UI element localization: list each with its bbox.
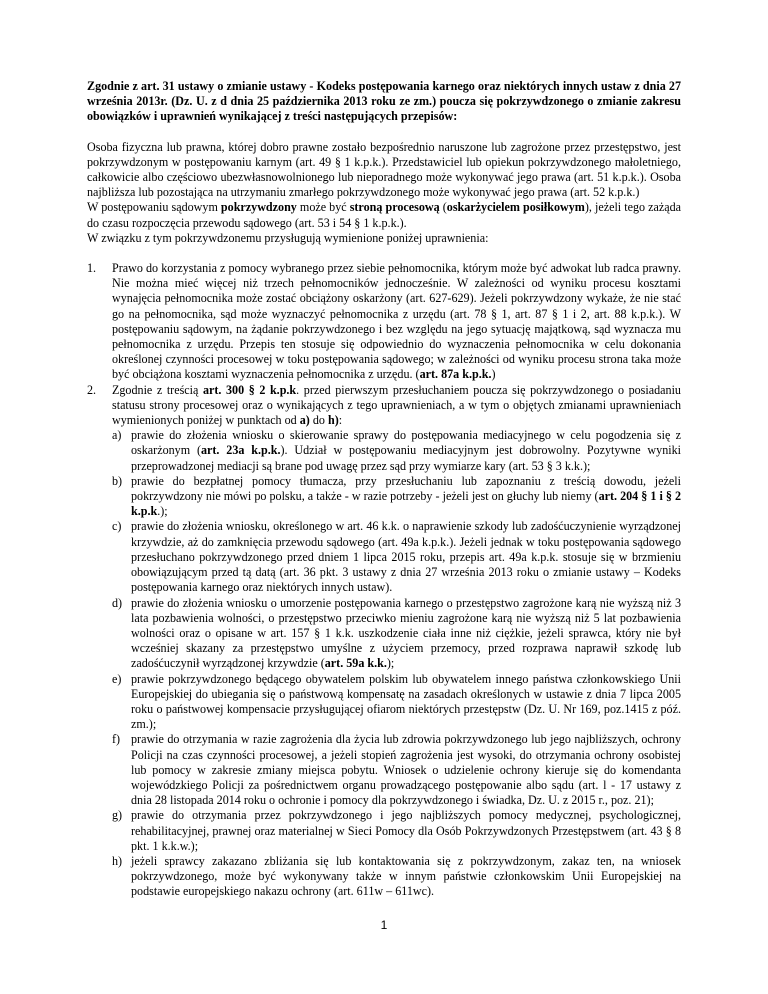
sub-item-text: prawie do złożenia wniosku o umorzenie postępowania karnego o przestępstwo zagrożone karą nie wyższą niż 3 lata pozbawienia wolności, o przestępstwo przeciwko mieniu zagrożone karą nie wyższą niż 5 lat pozbawienia wolności oraz o opisane w art. 157 § 1 k.k. uszkodzenie ciała inne niż ciężkie, jeżeli sprawca, który nie był wcześniej skazany za przestępstwo umyślne z użyciem przemocy, przed rozprawa naprawił szkodę lub zadośćuczynił wyrządzonej krzywdzie ( bbox=[131, 595, 681, 671]
item-bold-ref: art. 300 § 2 k.p.k bbox=[202, 382, 297, 397]
item-bold-ref: a) bbox=[299, 413, 310, 428]
intro-text: W postępowaniu sądowym bbox=[87, 200, 221, 215]
intro-text: może być bbox=[296, 200, 350, 215]
sub-item-letter: d) bbox=[112, 595, 123, 610]
sub-item-e bbox=[112, 672, 681, 733]
sub-item-letter: c) bbox=[112, 519, 122, 534]
document-heading: Zgodnie z art. 31 ustawy o zmianie ustawy - Kodeks postępowania karnego oraz niektórych innych ustaw z dnia 27 września 2013r. (Dz. U. z d dnia 25 października 2013 roku ze zm.) poucza się pokrzywdzonego o zmianie zakresu obowiązków i uprawnień wynikającej z treści następujących przepisów: bbox=[87, 79, 681, 124]
sub-item-letter: f) bbox=[112, 732, 121, 747]
intro-section bbox=[87, 140, 681, 246]
sub-item-text: prawie pokrzywdzonego będącego obywatelem polskim lub obywatelem innego państwa członkowskiego Unii Europejskiej do ubiegania się o państwową kompensatę na zasadach określonych w ustawie z dnia 7 lipca 2005 roku o państwowej kompensacie przysługującej ofiarom niektórych przestępstw (Dz. U. Nr 169, poz.1415 z póź. zm.); bbox=[131, 671, 681, 732]
sub-item-text: ). Udział w postępowaniu mediacyjnym jest dobrowolny. Pozytywne wyniki przeprowadzonej mediacji są brane pod uwagę przez sąd przy wymiarze kary (art. 53 § 3 k.k.); bbox=[131, 443, 682, 473]
sub-item-g bbox=[112, 808, 681, 854]
bold-term-strona-procesowa: stroną procesową bbox=[349, 200, 440, 215]
sub-item-text: ); bbox=[386, 656, 395, 671]
list-item-2 bbox=[87, 383, 681, 900]
intro-paragraph-2 bbox=[87, 200, 681, 230]
intro-paragraph-1: Osoba fizyczna lub prawna, której dobro prawne zostało bezpośrednio naruszone lub zagrożone przez przestępstwo, jest pokrzywdzonym w postępowaniu karnym (art. 49 § 1 k.p.k.). Przedstawiciel lub opiekun pokrzywdzonego małoletniego, całkowicie albo częściowo ubezwłasnowolnionego lub nieporadnego może wykonywać jego prawa (art. 51 k.p.k.). Osoba najbliższa lub pozostająca na utrzymaniu zmarłego pokrzywdzonego może wykonywać jego prawa (art. 52 k.p.k.) bbox=[87, 139, 681, 200]
sub-item-letter: h) bbox=[112, 853, 123, 868]
sub-item-text: prawie do bezpłatnej pomocy tłumacza, przy przesłuchaniu lub zapoznaniu z treścią dowodu, jeżeli pokrzywdzony nie mówi po polsku, a także - w razie potrzeby - jeżeli jest on głuchy lub niemy ( bbox=[131, 473, 681, 504]
list-item-1 bbox=[87, 261, 681, 383]
sub-item-text: prawie do złożenia wniosku o skierowanie sprawy do postępowania mediacyjnego w celu pogodzenia się z oskarżonym ( bbox=[131, 428, 681, 458]
item-bold-ref: h) bbox=[327, 413, 339, 428]
sub-item-text: prawie do otrzymania w razie zagrożenia dla życia lub zdrowia pokrzywdzonego lub jego najbliższych, ochrony Policji na czas czynności procesowej, a jeżeli stopień zagrożenia jest wysoki, do otrzymania ochrony osobistej lub pomocy w zakresie zmiany miejsca pobytu. Wniosek o udzielenie ochrony kieruje się do komendanta wojewódzkiego Policji za pośrednictwem organu prowadzącego postępowanie albo sądu (art. l - 17 ustawy z dnia 28 listopada 2014 roku o ochronie i pomocy dla pokrzywdzonego i świadka, Dz. U. z 2015 r., poz. 21); bbox=[131, 732, 681, 808]
sub-item-letter: b) bbox=[112, 473, 123, 488]
item-bold-ref: art. 87a k.p.k. bbox=[419, 367, 492, 382]
item-text: Prawo do korzystania z pomocy wybranego przez siebie pełnomocnika, którym może być adwokat lub radca prawny. Nie można mieć więcej niż trzech pełnomocników jednocześnie. W zależności od wyniku procesu kosztami wynajęcia pełnomocnika może zostać obciążony oskarżony (art. 627-629). Jeżeli pokrzywdzony wykaże, że nie stać go na pełnomocnika, sąd może wyznaczyć pełnomocnika z urzędu (art. 78 § 1, art. 87 § 1 i 2, art. 88 k.p.k.). W postępowaniu sądowym, na żądanie pokrzywdzonego i bez względu na jego sytuację majątkową, sąd wyznacza mu pełnomocnika z urzędu. Przepis ten stosuje się odpowiednio do wyznaczenia pełnomocnika w celu dokonania określonej czynności procesowej w toku postępowania sądowego; w zależności od wyniku procesu strona taka może być obciążona kosztami wyznaczenia pełnomocnika z urzędu. ( bbox=[112, 261, 681, 382]
sub-item-text: jeżeli sprawcy zakazano zbliżania się lub kontaktowania się z pokrzywdzonym, zakaz ten, na wniosek pokrzywdzonego, może być wykonywany także w innym państwie członkowskim Unii Europejskiej na podstawie europejskiego nakazu ochrony (art. 611w – 611wc). bbox=[131, 853, 681, 899]
sub-item-letter: g) bbox=[112, 808, 123, 823]
sub-item-text: .); bbox=[157, 504, 168, 519]
bold-term-pokrzywdzony: pokrzywdzony bbox=[220, 200, 297, 215]
document-page bbox=[87, 79, 681, 900]
sub-item-bold-ref: art. 204 § 1 i § 2 k.p.k bbox=[131, 489, 681, 519]
sub-item-d bbox=[112, 596, 681, 672]
intro-paragraph-3: W związku z tym pokrzywdzonemu przysługują wymienione poniżej uprawnienia: bbox=[87, 230, 489, 245]
sub-item-bold-ref: art. 59a k.k. bbox=[324, 656, 387, 671]
sub-item-f bbox=[112, 732, 681, 808]
item-number: 1. bbox=[87, 261, 97, 276]
item-text: Zgodnie z treścią bbox=[112, 382, 203, 397]
sub-item-text: prawie do otrzymania przez pokrzywdzonego i jego najbliższych pomocy medycznej, psychologicznej, rehabilitacyjnej, prawnej oraz materialnej w Sieci Pomocy dla Osób Pokrzywdzonych Przestępstwem (art. 43 § 8 pkt. 1 k.k.w.); bbox=[131, 808, 681, 853]
item-text: ) bbox=[491, 367, 496, 382]
intro-text: ), jeżeli tego zażąda do czasu rozpoczęcia przewodu sądowego (art. 53 i 54 § 1 k.p.k.). bbox=[87, 200, 682, 230]
sub-item-letter: a) bbox=[112, 428, 122, 443]
intro-text: ( bbox=[439, 200, 447, 215]
sub-item-h bbox=[112, 854, 681, 900]
sub-item-b bbox=[112, 474, 681, 520]
item-text: : bbox=[338, 413, 343, 428]
sub-item-text: prawie do złożenia wniosku, określonego w art. 46 k.k. o naprawienie szkody lub zadośćuczynienie wyrządzonej krzywdzie, aż do zamknięcia przewodu sądowego (art. 49a k.p.k.). Jeżeli jednak w toku postępowania sądowego przesłuchano pokrzywdzonego przed dniem 1 lipca 2015 roku, przepis art. 49a k.p.k. stosuje się w brzmieniu obowiązującym przed tą datą (art. 36 pkt. 3 ustawy z dnia 27 września 2013 roku o zmianie ustawy – Kodeks postępowania karnego oraz niektórych innych ustaw). bbox=[131, 519, 681, 595]
sub-item-c bbox=[112, 519, 681, 595]
item-text: . przed pierwszym przesłuchaniem poucza się pokrzywdzonego o posiadaniu statusu strony procesowej oraz o wynikających z tego uprawnieniach, a w tym o objętych zmianami uprawnieniach wymienionych poniżej w punktach od bbox=[112, 382, 681, 428]
page-number: 1 bbox=[380, 918, 388, 932]
sub-item-letter: e) bbox=[112, 671, 122, 686]
item-text: do bbox=[309, 413, 328, 428]
sub-item-bold-ref: art. 23a k.p.k. bbox=[200, 443, 281, 458]
item-number: 2. bbox=[87, 382, 97, 397]
bold-term-oskarzyciel: oskarżycielem posiłkowym bbox=[446, 200, 585, 215]
sub-item-a bbox=[112, 428, 681, 474]
